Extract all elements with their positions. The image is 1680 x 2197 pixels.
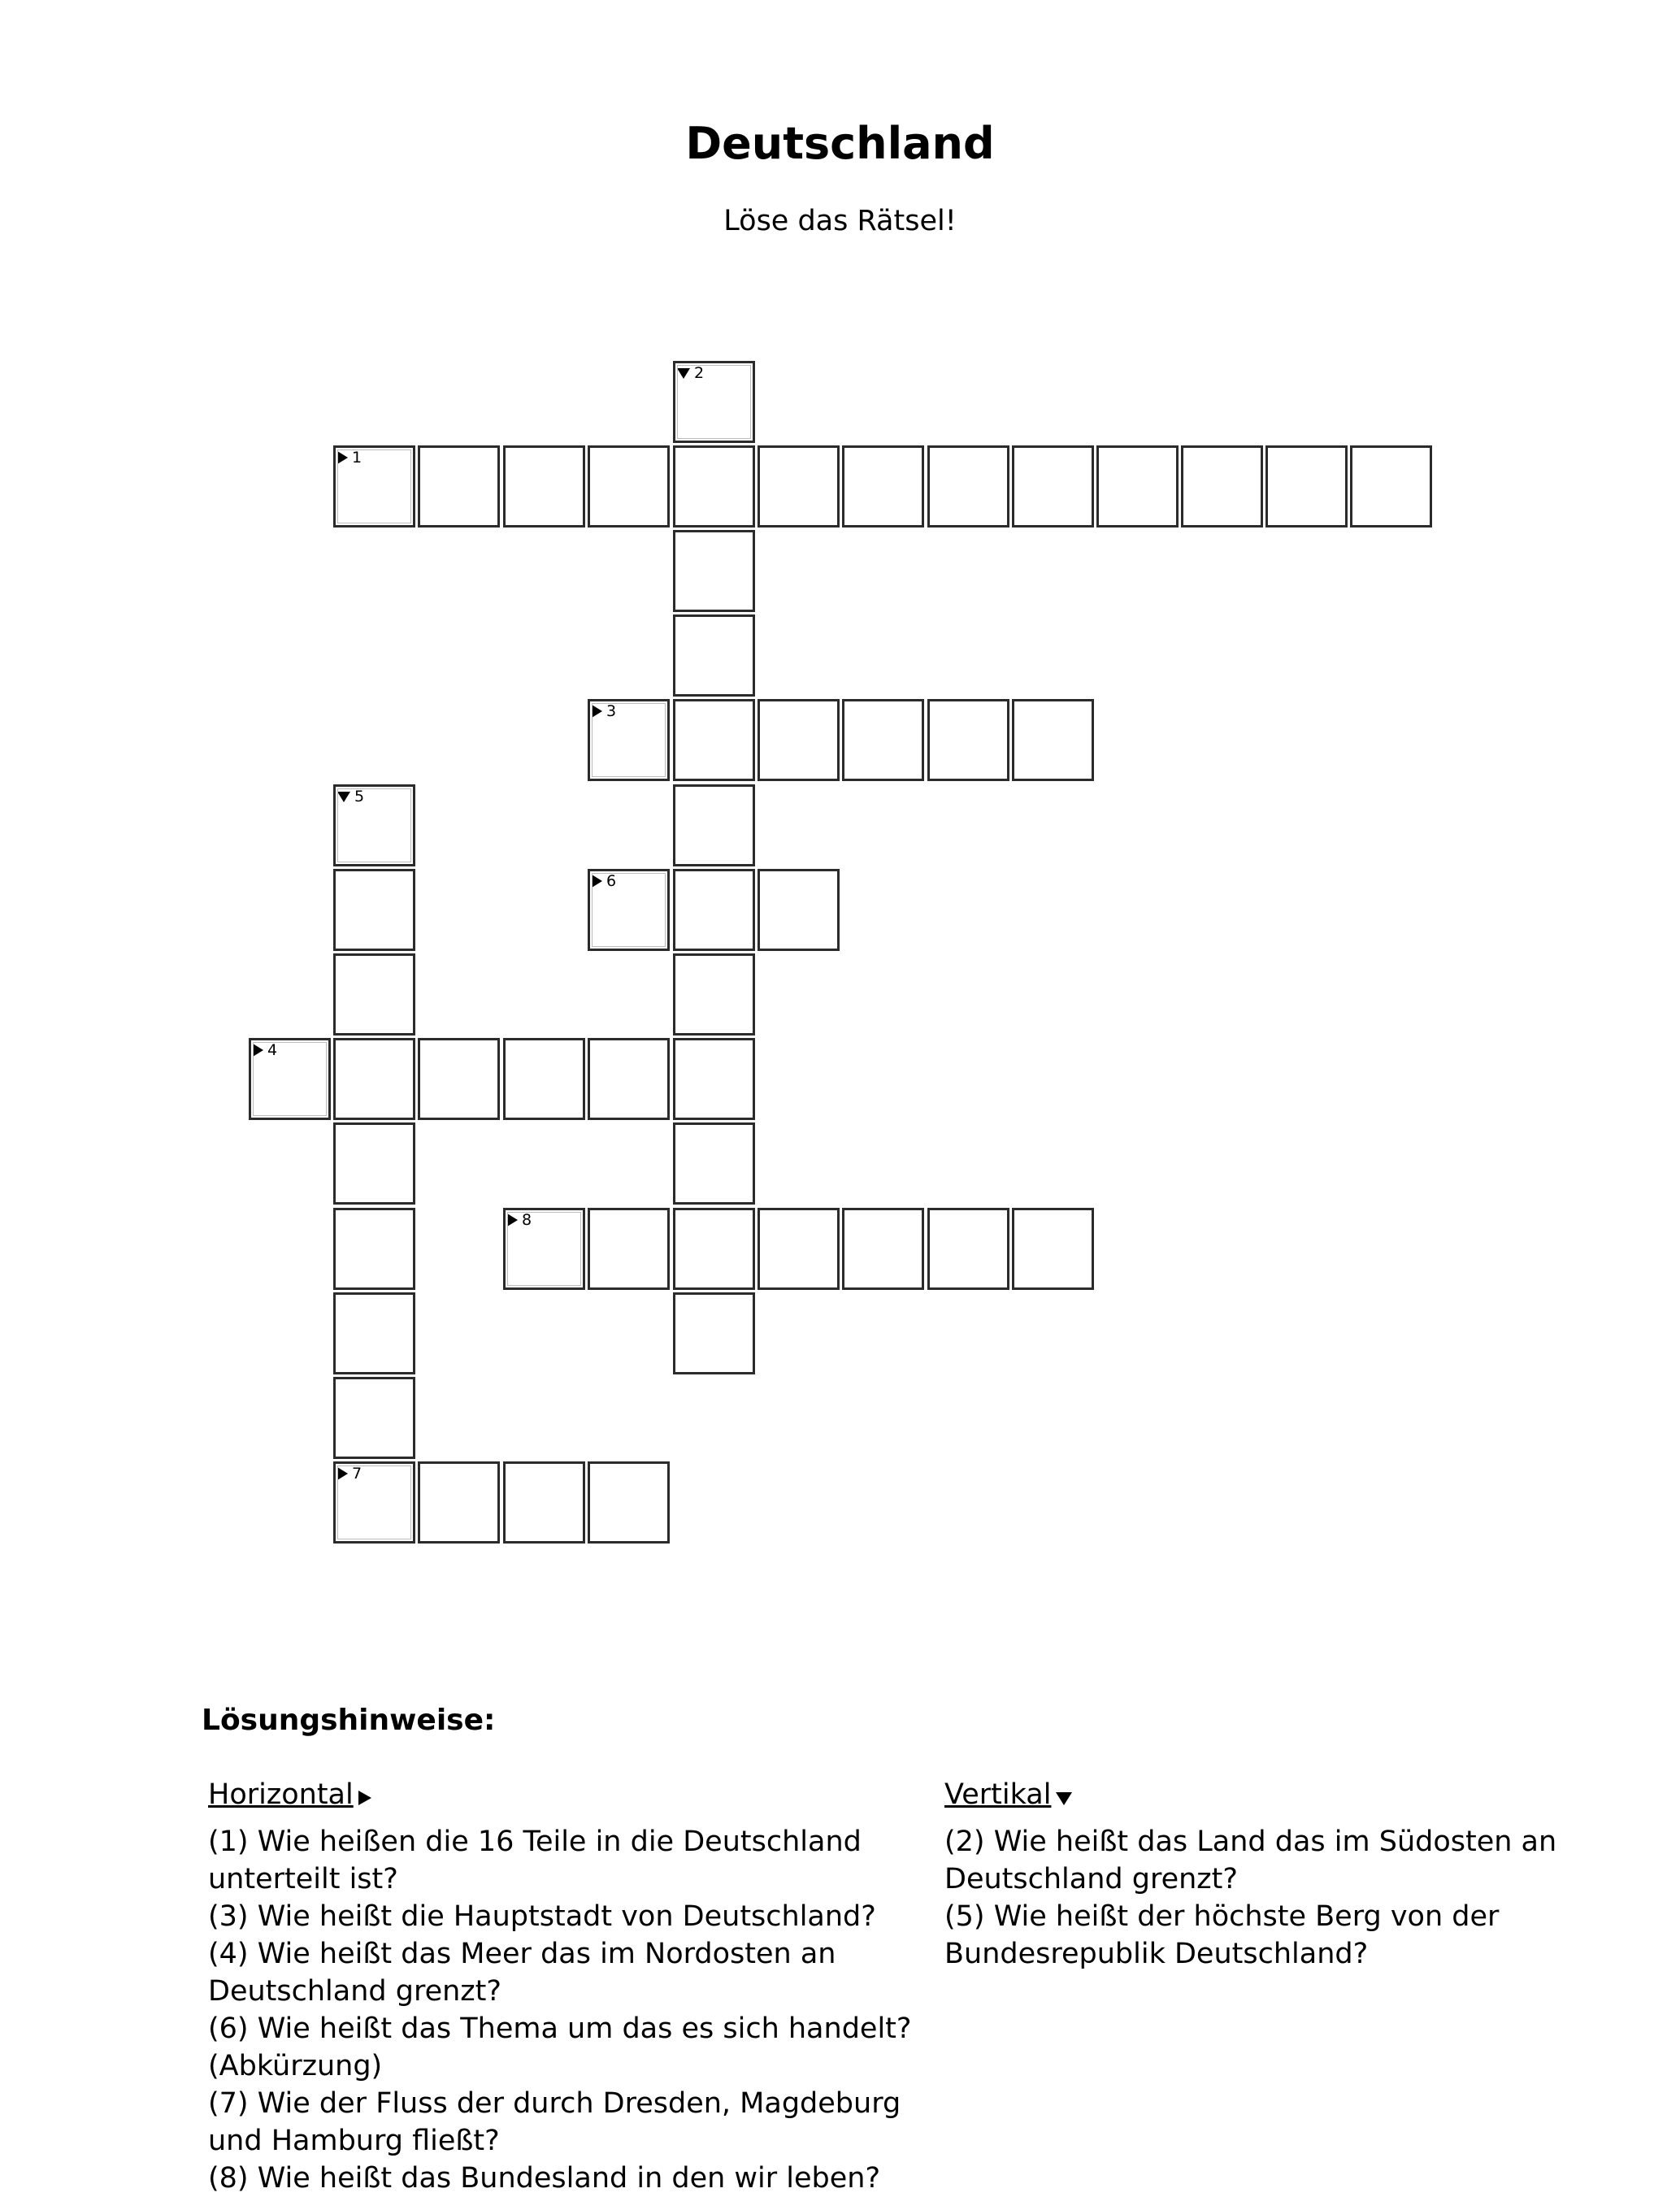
clue-item: (1) Wie heißen die 16 Teile in die Deutschland unterteilt ist?	[208, 1826, 862, 1895]
crossword-cell[interactable]	[333, 869, 415, 951]
crossword-cell[interactable]	[842, 445, 924, 528]
crossword-cell[interactable]	[673, 953, 755, 1036]
arrow-right-icon	[337, 1467, 348, 1480]
hints-heading: Lösungshinweise:	[202, 1704, 496, 1737]
crossword-cell[interactable]	[673, 445, 755, 528]
horizontal-clues	[208, 1776, 915, 2197]
clue-item: (2) Wie heißt das Land das im Südosten an Deutschland grenzt?	[944, 1826, 1557, 1895]
crossword-cell[interactable]	[1096, 445, 1179, 528]
clue-number-6: 6	[592, 873, 616, 889]
arrow-down-icon	[337, 792, 350, 802]
crossword-cell[interactable]	[1012, 699, 1094, 781]
crossword-cell[interactable]	[588, 1208, 670, 1290]
arrow-down-icon	[1056, 1792, 1072, 1805]
crossword-cell[interactable]	[333, 445, 415, 528]
crossword-cell[interactable]	[333, 1377, 415, 1459]
crossword-cell[interactable]	[1181, 445, 1263, 528]
crossword-cell[interactable]	[673, 1208, 755, 1290]
vertical-heading	[944, 1776, 1595, 1813]
crossword-cell[interactable]	[927, 699, 1009, 781]
horizontal-label: Horizontal	[208, 1778, 354, 1811]
clue-number-8: 8	[507, 1212, 532, 1228]
clue-number-5: 5	[337, 788, 364, 805]
page-title: Deutschland	[685, 118, 995, 169]
clue-number-4: 4	[253, 1042, 277, 1058]
crossword-cell[interactable]	[503, 445, 585, 528]
crossword-cell[interactable]	[673, 699, 755, 781]
crossword-cell[interactable]	[673, 361, 755, 443]
clue-number-7: 7	[337, 1465, 362, 1482]
crossword-cell[interactable]	[588, 1461, 670, 1544]
crossword-cell[interactable]	[333, 1208, 415, 1290]
arrow-right-icon	[358, 1791, 371, 1805]
page-subtitle: Löse das Rätsel!	[723, 205, 957, 237]
crossword-cell[interactable]	[588, 1038, 670, 1120]
crossword-cell[interactable]	[842, 1208, 924, 1290]
crossword-cell[interactable]	[842, 699, 924, 781]
crossword-cell[interactable]	[333, 1038, 415, 1120]
arrow-right-icon	[253, 1044, 263, 1057]
crossword-cell[interactable]	[927, 1208, 1009, 1290]
arrow-down-icon	[677, 368, 690, 379]
crossword-cell[interactable]	[1265, 445, 1348, 528]
crossword-cell[interactable]	[673, 614, 755, 697]
vertical-clues	[944, 1776, 1595, 1973]
crossword-cell[interactable]	[758, 699, 840, 781]
crossword-cell[interactable]	[588, 699, 670, 781]
crossword-cell[interactable]	[588, 869, 670, 951]
clue-number-3: 3	[592, 703, 616, 719]
crossword-cell[interactable]	[333, 1292, 415, 1374]
clue-number-2: 2	[677, 365, 704, 381]
crossword-cell[interactable]	[927, 445, 1009, 528]
crossword-cell[interactable]	[333, 1122, 415, 1205]
clue-item: (6) Wie heißt das Thema um das es sich handelt?(Abkürzung)	[208, 2012, 912, 2082]
vertical-label: Vertikal	[944, 1778, 1052, 1811]
arrow-right-icon	[592, 705, 602, 718]
crossword-cell[interactable]	[673, 1122, 755, 1205]
crossword-cell[interactable]	[673, 1292, 755, 1374]
crossword-cell[interactable]	[333, 1461, 415, 1544]
crossword-cell[interactable]	[758, 1208, 840, 1290]
horizontal-heading	[208, 1776, 915, 1813]
crossword-cell[interactable]	[503, 1038, 585, 1120]
clue-item: (3) Wie heißt die Hauptstadt von Deutschland?	[208, 1900, 876, 1933]
crossword-cell[interactable]	[1012, 445, 1094, 528]
clue-item: (5) Wie heißt der höchste Berg von der Bundesrepublik Deutschland?	[944, 1900, 1500, 1970]
crossword-cell[interactable]	[588, 445, 670, 528]
crossword-cell[interactable]	[673, 869, 755, 951]
clue-item: (4) Wie heißt das Meer das im Nordosten an Deutschland grenzt?	[208, 1938, 836, 2008]
arrow-right-icon	[507, 1214, 518, 1227]
crossword-cell[interactable]	[758, 869, 840, 951]
crossword-cell[interactable]	[418, 1461, 500, 1544]
crossword-cell[interactable]	[503, 1208, 585, 1290]
clue-number-1: 1	[337, 449, 362, 466]
crossword-cell[interactable]	[673, 1038, 755, 1120]
crossword-cell[interactable]	[758, 445, 840, 528]
crossword-cell[interactable]	[673, 784, 755, 866]
crossword-cell[interactable]	[673, 530, 755, 612]
crossword-cell[interactable]	[1350, 445, 1432, 528]
clue-item: (7) Wie der Fluss der durch Dresden, Magdeburg und Hamburg fließt?	[208, 2087, 901, 2157]
arrow-right-icon	[337, 451, 348, 464]
crossword-cell[interactable]	[418, 1038, 500, 1120]
crossword-cell[interactable]	[333, 784, 415, 866]
crossword-cell[interactable]	[1012, 1208, 1094, 1290]
crossword-cell[interactable]	[418, 445, 500, 528]
crossword-cell[interactable]	[249, 1038, 331, 1120]
clue-item: (8) Wie heißt das Bundesland in den wir leben?	[208, 2162, 881, 2195]
crossword-cell[interactable]	[333, 953, 415, 1036]
crossword-cell[interactable]	[503, 1461, 585, 1544]
arrow-right-icon	[592, 875, 602, 888]
